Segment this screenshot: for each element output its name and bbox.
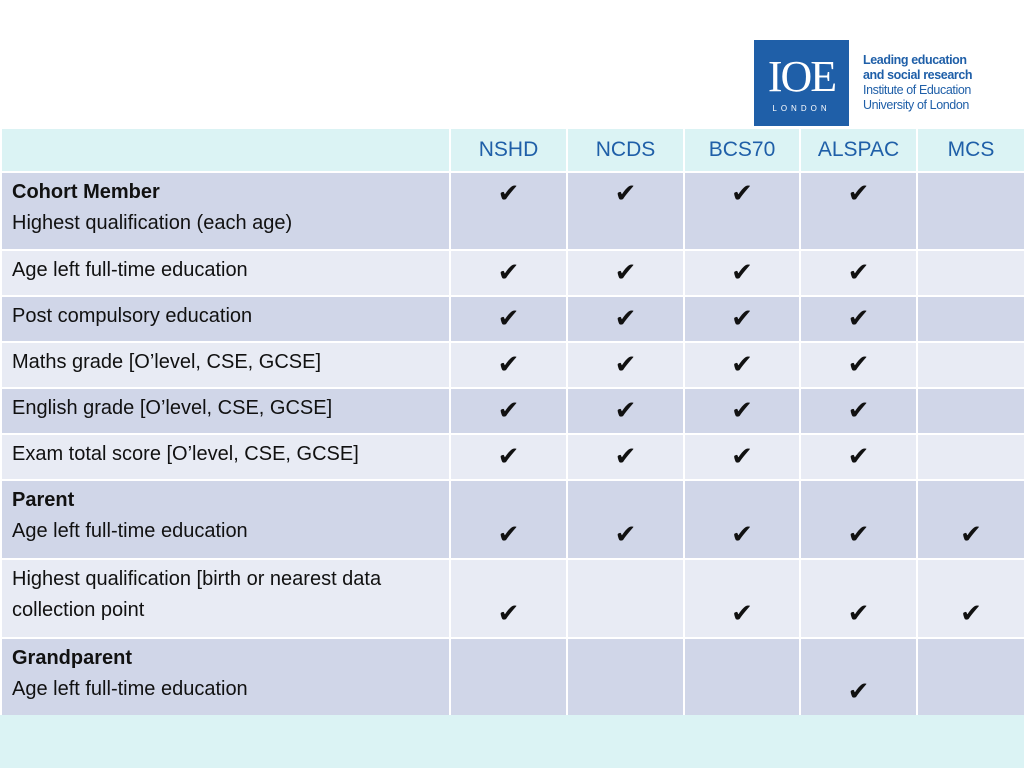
checkmark-icon: ✔ (497, 258, 520, 288)
ioe-logo-text (863, 53, 972, 113)
checkmark-icon: ✔ (614, 304, 637, 334)
checkmark-icon: ✔ (731, 520, 753, 550)
check-cell-ncds (567, 388, 684, 434)
check-cell-alspac (800, 638, 917, 716)
checkmark-icon: ✔ (614, 258, 637, 288)
checkmark-icon: ✔ (731, 599, 753, 629)
checkmark-icon: ✔ (497, 599, 520, 629)
checkmark-icon: ✔ (731, 350, 753, 380)
check-cell-alspac (800, 434, 917, 480)
checkmark-icon: ✔ (497, 304, 520, 334)
header-bcs70: BCS70 (684, 128, 800, 172)
check-cell-bcs70 (684, 480, 800, 559)
checkmark-icon: ✔ (497, 179, 520, 209)
checkmark-icon: ✔ (614, 179, 637, 209)
bottom-strip (0, 715, 1024, 768)
check-cell-alspac (800, 388, 917, 434)
check-cell-nshd (450, 250, 567, 296)
check-cell-mcs (917, 250, 1024, 296)
row-label-cell (1, 559, 450, 638)
ioe-logo-london: LONDON (772, 104, 831, 113)
logo-line-1: Leading education (863, 53, 967, 67)
row-label: English grade [O’level, CSE, GCSE] (12, 397, 333, 419)
checkmark-icon: ✔ (731, 179, 753, 209)
row-label-cell (1, 250, 450, 296)
row-label: Age left full-time education (12, 259, 248, 281)
checkmark-icon: ✔ (497, 520, 520, 550)
logo-line-3: Institute of Education (863, 83, 971, 97)
logo-line-4: University of London (863, 98, 969, 112)
checkmark-icon: ✔ (847, 258, 870, 288)
header-ncds: NCDS (567, 128, 684, 172)
table-row (1, 342, 1024, 388)
checkmark-icon: ✔ (731, 304, 753, 334)
data-availability-table (0, 127, 1024, 717)
checkmark-icon: ✔ (614, 396, 637, 426)
check-cell-mcs (917, 342, 1024, 388)
table-row (1, 250, 1024, 296)
checkmark-icon: ✔ (847, 520, 870, 550)
table-row (1, 638, 1024, 716)
checkmark-icon: ✔ (614, 520, 637, 550)
check-cell-nshd (450, 638, 567, 716)
check-cell-ncds (567, 296, 684, 342)
row-label-cell (1, 638, 450, 716)
ioe-logo-letters: IOE (767, 52, 836, 101)
check-cell-nshd (450, 342, 567, 388)
row-group-heading: Cohort Member (12, 181, 160, 203)
checkmark-icon: ✔ (847, 599, 870, 629)
check-cell-alspac (800, 172, 917, 250)
checkmark-icon: ✔ (614, 442, 637, 472)
header-alspac: ALSPAC (800, 128, 917, 172)
check-cell-bcs70 (684, 342, 800, 388)
check-cell-bcs70 (684, 559, 800, 638)
check-cell-nshd (450, 480, 567, 559)
check-cell-nshd (450, 434, 567, 480)
checkmark-icon: ✔ (731, 258, 753, 288)
row-label: Exam total score [O’level, CSE, GCSE] (12, 443, 359, 465)
check-cell-bcs70 (684, 388, 800, 434)
row-label-cell (1, 172, 450, 250)
check-cell-alspac (800, 342, 917, 388)
row-group-heading: Grandparent (12, 647, 133, 669)
table-row (1, 172, 1024, 250)
check-cell-bcs70 (684, 296, 800, 342)
checkmark-icon: ✔ (847, 350, 870, 380)
header-mcs: MCS (917, 128, 1024, 172)
check-cell-mcs (917, 434, 1024, 480)
table-row (1, 388, 1024, 434)
check-cell-alspac (800, 559, 917, 638)
row-label: Highest qualification [birth or nearest data collection point (12, 568, 382, 621)
row-label-cell (1, 434, 450, 480)
table-header-row (1, 128, 1024, 172)
check-cell-ncds (567, 250, 684, 296)
check-cell-mcs (917, 388, 1024, 434)
checkmark-icon: ✔ (497, 350, 520, 380)
check-cell-ncds (567, 480, 684, 559)
row-label: Age left full-time education (12, 520, 248, 542)
table-row (1, 296, 1024, 342)
check-cell-mcs (917, 172, 1024, 250)
check-cell-bcs70 (684, 172, 800, 250)
row-label-cell (1, 388, 450, 434)
row-label: Age left full-time education (12, 678, 248, 700)
row-label-cell (1, 480, 450, 559)
checkmark-icon: ✔ (497, 396, 520, 426)
check-cell-bcs70 (684, 250, 800, 296)
check-cell-ncds (567, 434, 684, 480)
check-cell-bcs70 (684, 434, 800, 480)
row-label: Post compulsory education (12, 305, 253, 327)
header-nshd: NSHD (450, 128, 567, 172)
checkmark-icon: ✔ (960, 599, 982, 629)
checkmark-icon: ✔ (847, 396, 870, 426)
checkmark-icon: ✔ (847, 442, 870, 472)
row-label-cell (1, 342, 450, 388)
table-row (1, 434, 1024, 480)
ioe-logo-mark (754, 40, 849, 126)
check-cell-ncds (567, 638, 684, 716)
check-cell-mcs (917, 638, 1024, 716)
row-label: Maths grade [O’level, CSE, GCSE] (12, 351, 322, 373)
check-cell-nshd (450, 388, 567, 434)
table-row (1, 480, 1024, 559)
check-cell-alspac (800, 250, 917, 296)
row-group-heading: Parent (12, 489, 75, 511)
table-row (1, 559, 1024, 638)
check-cell-ncds (567, 342, 684, 388)
logo-line-2: and social research (863, 68, 973, 82)
check-cell-nshd (450, 559, 567, 638)
check-cell-alspac (800, 480, 917, 559)
check-cell-mcs (917, 296, 1024, 342)
check-cell-bcs70 (684, 638, 800, 716)
header-blank-cell (1, 128, 450, 172)
check-cell-mcs (917, 480, 1024, 559)
row-label-cell (1, 296, 450, 342)
checkmark-icon: ✔ (731, 396, 753, 426)
check-cell-ncds (567, 172, 684, 250)
checkmark-icon: ✔ (847, 304, 870, 334)
check-cell-nshd (450, 296, 567, 342)
checkmark-icon: ✔ (614, 350, 637, 380)
checkmark-icon: ✔ (847, 677, 870, 707)
checkmark-icon: ✔ (497, 442, 520, 472)
ioe-logo (754, 40, 989, 126)
checkmark-icon: ✔ (960, 520, 982, 550)
check-cell-mcs (917, 559, 1024, 638)
check-cell-ncds (567, 559, 684, 638)
table-body (1, 172, 1024, 716)
check-cell-nshd (450, 172, 567, 250)
check-cell-alspac (800, 296, 917, 342)
row-label: Highest qualification (each age) (12, 212, 293, 234)
checkmark-icon: ✔ (731, 442, 753, 472)
checkmark-icon: ✔ (847, 179, 870, 209)
